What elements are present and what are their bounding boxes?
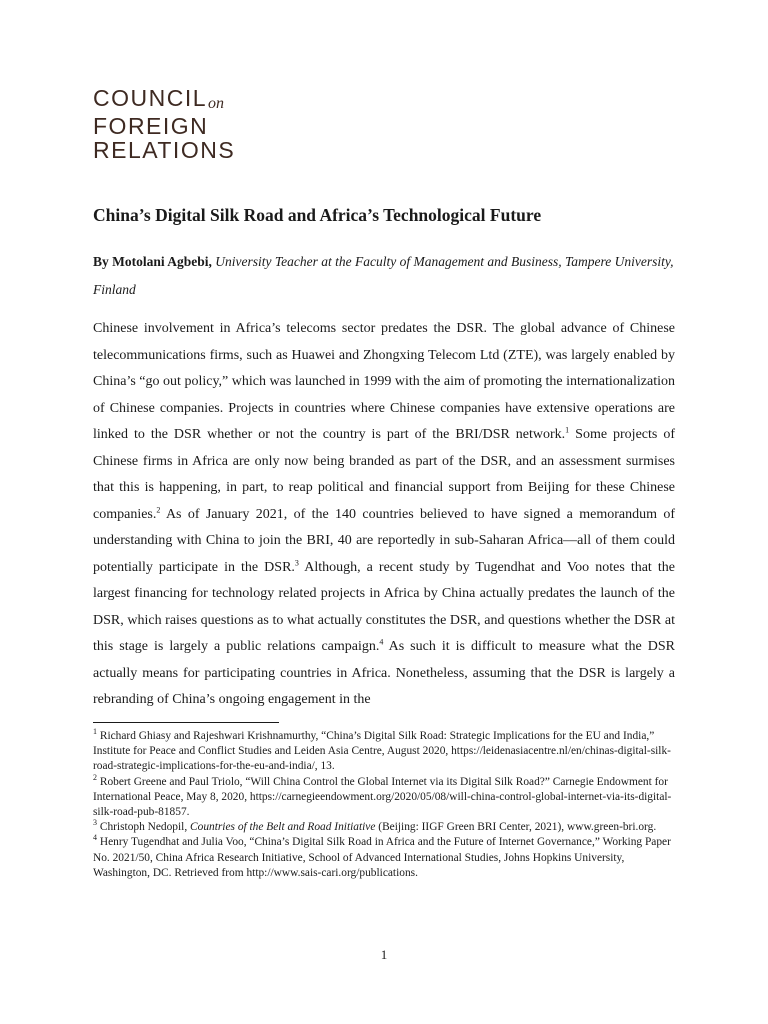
footnote-ref-4: 4: [379, 637, 384, 647]
cfr-logo: [93, 86, 235, 162]
footnote-ref-2: 2: [156, 504, 161, 514]
footnote-2: $^2$ Robert Greene and Paul Triolo, “Will China Control the Global Internet via its Digital Silk Road?” Carnegie Endowment for International Peace, May 8, 2020, https://carnegieendowment.org/2020/05/08/will-china-control-global-internet-via-its-digital-silk-road-pub-81857.: [93, 772, 672, 819]
page-number: 1: [380, 947, 388, 962]
footnote-3: $^3$ Christoph Nedopil, Countries of the Belt and Road Initiative (Beijing: IIGF Green BRI Center, 2021), www.green-bri.org.: [93, 818, 657, 834]
footnote-1: $^1$ Richard Ghiasy and Rajeshwari Krishnamurthy, “China’s Digital Silk Road: Strategic Implications for the EU and India,” Institute for Peace and Conflict Studies and Leiden Asia Centre, August 2020, https://leidenasiacentre.nl/en/chinas-digital-silk-road-strategic-implications-for-the-eu-and-india/, 13.: [93, 727, 671, 773]
author-name: By Motolani Agbebi,: [93, 254, 212, 269]
footnote-divider: [93, 722, 279, 723]
logo-on: on: [208, 95, 225, 112]
body-paragraph: Chinese involvement in Africa’s telecoms sector predates the DSR. The global advance of Chinese telecommunications firms, such as Huawei and Zhongxing Telecom Ltd (ZTE), was largely enabled by China’s “go out policy,” which was launched in 1999 with the aim of promoting the internationalization of Chinese companies. Projects in countries where Chinese companies have extensive operations are linked to the DSR whether or not the country is part of the BRI/DSR network.$^1$ Some projects of Chinese firms in Africa are only now being branded as part of the DSR, and an assessment surmises that this is happening, in part, to reap political and financial support from Beijing for these Chinese companies.$^2$ As of January 2021, of the 140 countries believed to have signed a memorandum of understanding with China to join the BRI, 40 are reportedly in sub-Saharan Africa—all of them could potentially participate in the DSR.$^3$ Although, a recent study by Tugendhat and Voo notes that the largest financing for technology related projects in Africa by China actually predates the launch of the DSR, which raises questions as to what actually constitutes the DSR, and questions whether the DSR at this stage is largely a public relations campaign.$^4$ As such it is difficult to measure what the DSR actually means for participating countries in Africa. Nonetheless, assuming that the DSR is largely a rebranding of China’s ongoing engagement in the: [93, 321, 675, 707]
author-affiliation: University Teacher at the Faculty of Management and Business, Tampere University, Finland: [93, 254, 674, 297]
logo-line-1: COUNCILon: [93, 85, 225, 112]
footnote-4: $^4$ Henry Tugendhat and Julia Voo, “China’s Digital Silk Road in Africa and the Future of Internet Governance,” Working Paper No. 2021/50, China Africa Research Initiative, School of Advanced International Studies, Johns Hopkins University, Washington, DC. Retrieved from http://www.sais-cari.org/publications.: [93, 833, 671, 879]
logo-line-3: RELATIONS: [93, 137, 236, 163]
footnote-ref-1: 1: [565, 425, 570, 435]
logo-line-2: FOREIGN: [93, 113, 209, 139]
footnotes: [93, 729, 673, 881]
document-title: China’s Digital Silk Road and Africa’s Technological Future: [93, 205, 542, 225]
byline: [93, 248, 683, 304]
footnote-ref-3: 3: [294, 557, 299, 567]
